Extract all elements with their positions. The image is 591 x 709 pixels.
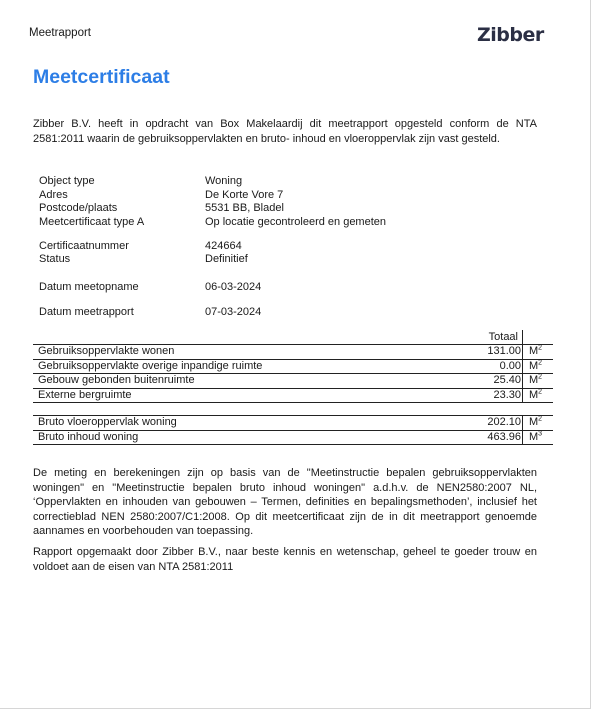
unit-base: M	[529, 416, 539, 428]
table-row	[33, 360, 553, 375]
row-unit	[529, 374, 542, 388]
measurement-table-group2	[33, 415, 553, 445]
closing-paragraph: Rapport opgemaakt door Zibber B.V., naar beste kennis en wetenschap, geheel te goeder trouw en voldoet aan de eisen van NTA 2581:2011	[33, 546, 537, 573]
info-value-adres: De Korte Vore 7	[205, 188, 284, 201]
column-divider	[522, 330, 523, 344]
zibber-logo: Zibber	[477, 24, 544, 46]
unit-exponent: 2	[538, 344, 543, 352]
row-value: 463.96	[487, 430, 521, 443]
methodology-paragraph: De meting en berekeningen zijn op basis van de "Meetinstructie bepalen gebruiksoppervlakten woningen" en "Meetinstructie bepalen bruto inhoud woningen" a.d.h.v. de NEN2580:2007 NL, ‘Oppervlakten en inhouden van gebouwen – Termen, definities en bepalingsmethoden’, inclusief het correctieblad NEN 2580:2007/C1:2008. Op dit meetcertificaat zijn de in dit meetrapport genoemde aannames en voorbehouden van toepassing.	[33, 467, 537, 537]
row-value: 23.30	[493, 388, 521, 401]
row-value: 0.00	[499, 359, 521, 372]
column-divider	[522, 359, 523, 375]
row-unit	[529, 416, 542, 430]
page-title: Meetcertificaat	[33, 66, 170, 88]
unit-exponent: 2	[538, 373, 543, 381]
info-value-object-type: Woning	[205, 175, 243, 187]
info-value-datum-meetopname: 06-03-2024	[205, 280, 262, 293]
unit-exponent: 2	[538, 358, 543, 366]
unit-base: M	[529, 430, 539, 443]
table-row	[33, 389, 553, 404]
row-label: Gebruiksoppervlakte wonen	[38, 345, 175, 357]
info-label-certificaat-type: Meetcertificaat type A	[39, 215, 145, 228]
info-value-status: Definitief	[205, 253, 248, 265]
table-row	[33, 415, 553, 431]
total-header-label: Totaal	[488, 331, 518, 343]
row-label: Bruto inhoud woning	[38, 430, 139, 443]
unit-base: M	[529, 388, 539, 401]
info-label-postcode: Postcode/plaats	[39, 202, 118, 214]
unit-base: M	[529, 374, 539, 386]
row-unit	[529, 345, 542, 359]
row-unit	[529, 431, 542, 445]
measurement-table-group1	[33, 344, 553, 403]
header-label: Meetrapport	[29, 27, 92, 39]
info-value-datum-meetrapport: 07-03-2024	[205, 305, 262, 318]
table-row	[33, 344, 553, 360]
column-divider	[522, 388, 523, 404]
unit-exponent: 3	[538, 429, 543, 437]
info-value-postcode: 5531 BB, Bladel	[205, 202, 284, 214]
row-label: Bruto vloeroppervlak woning	[38, 416, 177, 428]
info-label-certificaatnummer: Certificaatnummer	[39, 239, 129, 252]
info-label-datum-meetopname: Datum meetopname	[39, 280, 139, 293]
intro-paragraph: Zibber B.V. heeft in opdracht van Box Makelaardij dit meetrapport opgesteld conform de NTA 2581:2011 waarin de gebruiksoppervlakten en bruto- inhoud en vloeroppervlak zijn vast gesteld.	[33, 118, 537, 145]
info-value-certificaat-type: Op locatie gecontroleerd en gemeten	[205, 215, 387, 228]
row-value: 25.40	[493, 374, 521, 386]
row-value: 131.00	[487, 345, 521, 357]
row-label: Externe bergruimte	[38, 388, 132, 401]
column-divider	[522, 373, 523, 389]
unit-base: M	[529, 359, 539, 372]
unit-exponent: 2	[538, 387, 543, 395]
info-label-status: Status	[39, 253, 71, 265]
row-label: Gebruiksoppervlakte overige inpandige ruimte	[38, 359, 263, 372]
info-value-certificaatnummer: 424664	[205, 239, 242, 252]
column-divider	[522, 344, 523, 360]
info-label-adres: Adres	[39, 188, 68, 201]
column-divider	[522, 415, 523, 431]
row-label: Gebouw gebonden buitenruimte	[38, 374, 195, 386]
info-label-datum-meetrapport: Datum meetrapport	[39, 305, 134, 318]
table-total-header	[33, 330, 553, 344]
column-divider	[522, 430, 523, 446]
row-value: 202.10	[487, 416, 521, 428]
row-unit	[529, 360, 542, 374]
row-unit	[529, 389, 542, 403]
table-row	[33, 431, 553, 446]
info-label-object-type: Object type	[39, 175, 95, 187]
table-row	[33, 374, 553, 389]
unit-exponent: 2	[538, 415, 543, 423]
unit-base: M	[529, 345, 539, 357]
